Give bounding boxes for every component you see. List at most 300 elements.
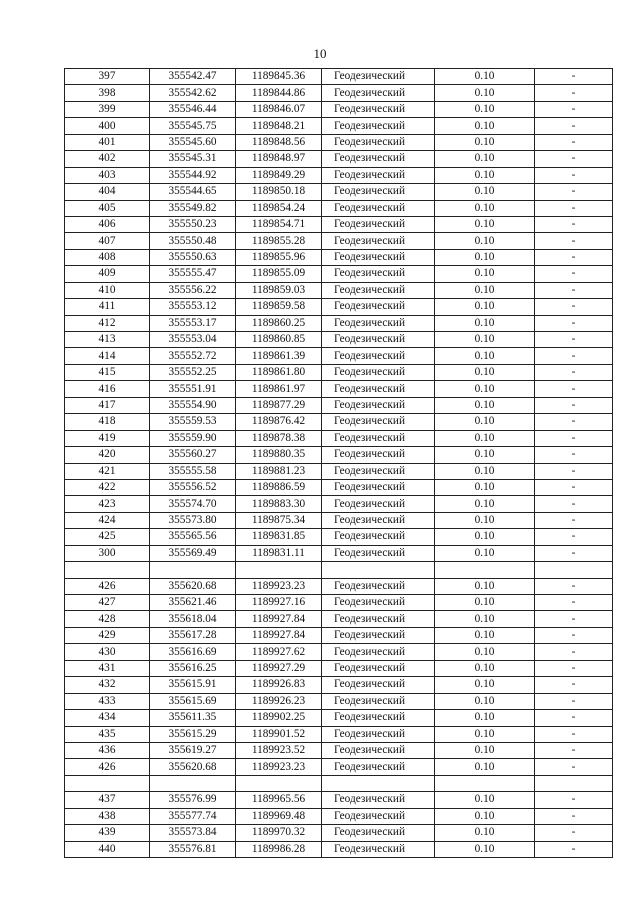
precision-cell: 0.10 — [435, 529, 535, 545]
table-row — [65, 249, 613, 265]
description-cell: - — [535, 282, 613, 298]
y-coordinate-cell: 1189831.11 — [236, 545, 322, 561]
description-cell: - — [535, 447, 613, 463]
precision-cell: 0.10 — [435, 447, 535, 463]
point-number-cell: 417 — [65, 397, 150, 413]
x-coordinate-cell: 355569.49 — [150, 545, 236, 561]
y-coordinate-cell: 1189969.48 — [236, 808, 322, 824]
precision-cell: 0.10 — [435, 315, 535, 331]
x-coordinate-cell: 355573.84 — [150, 825, 236, 841]
method-cell: Геодезический — [322, 726, 435, 742]
point-number-cell: 436 — [65, 742, 150, 758]
description-cell: - — [535, 85, 613, 101]
point-number-cell: 422 — [65, 479, 150, 495]
precision-cell: 0.10 — [435, 200, 535, 216]
x-coordinate-cell: 355576.99 — [150, 792, 236, 808]
method-cell: Геодезический — [322, 496, 435, 512]
x-coordinate-cell: 355551.91 — [150, 381, 236, 397]
point-number-cell: 430 — [65, 644, 150, 660]
method-cell: Геодезический — [322, 200, 435, 216]
point-number-cell: 432 — [65, 677, 150, 693]
y-coordinate-cell: 1189883.30 — [236, 496, 322, 512]
method-cell: Геодезический — [322, 134, 435, 150]
method-cell: Геодезический — [322, 348, 435, 364]
method-cell: Геодезический — [322, 792, 435, 808]
empty-cell — [322, 562, 435, 578]
method-cell: Геодезический — [322, 266, 435, 282]
y-coordinate-cell: 1189970.32 — [236, 825, 322, 841]
x-coordinate-cell: 355555.47 — [150, 266, 236, 282]
precision-cell: 0.10 — [435, 792, 535, 808]
description-cell: - — [535, 710, 613, 726]
x-coordinate-cell: 355620.68 — [150, 578, 236, 594]
empty-cell — [435, 775, 535, 791]
y-coordinate-cell: 1189926.23 — [236, 693, 322, 709]
precision-cell: 0.10 — [435, 364, 535, 380]
precision-cell: 0.10 — [435, 266, 535, 282]
table-row — [65, 792, 613, 808]
y-coordinate-cell: 1189927.62 — [236, 644, 322, 660]
table-row — [65, 101, 613, 117]
coordinates-table-body — [65, 69, 613, 858]
x-coordinate-cell: 355545.75 — [150, 118, 236, 134]
precision-cell: 0.10 — [435, 151, 535, 167]
table-row — [65, 118, 613, 134]
precision-cell: 0.10 — [435, 118, 535, 134]
precision-cell: 0.10 — [435, 69, 535, 85]
description-cell: - — [535, 512, 613, 528]
empty-cell — [236, 775, 322, 791]
y-coordinate-cell: 1189849.29 — [236, 167, 322, 183]
point-number-cell: 403 — [65, 167, 150, 183]
description-cell: - — [535, 808, 613, 824]
table-row — [65, 430, 613, 446]
point-number-cell: 425 — [65, 529, 150, 545]
y-coordinate-cell: 1189927.84 — [236, 611, 322, 627]
method-cell: Геодезический — [322, 512, 435, 528]
y-coordinate-cell: 1189923.23 — [236, 578, 322, 594]
x-coordinate-cell: 355556.52 — [150, 479, 236, 495]
table-row — [65, 644, 613, 660]
point-number-cell: 420 — [65, 447, 150, 463]
table-row — [65, 364, 613, 380]
y-coordinate-cell: 1189855.96 — [236, 249, 322, 265]
table-row — [65, 496, 613, 512]
precision-cell: 0.10 — [435, 134, 535, 150]
method-cell: Геодезический — [322, 249, 435, 265]
x-coordinate-cell: 355615.29 — [150, 726, 236, 742]
point-number-cell: 427 — [65, 595, 150, 611]
empty-cell — [435, 562, 535, 578]
point-number-cell: 405 — [65, 200, 150, 216]
precision-cell: 0.10 — [435, 578, 535, 594]
x-coordinate-cell: 355617.28 — [150, 627, 236, 643]
description-cell: - — [535, 595, 613, 611]
y-coordinate-cell: 1189845.36 — [236, 69, 322, 85]
method-cell: Геодезический — [322, 397, 435, 413]
point-number-cell: 412 — [65, 315, 150, 331]
table-row — [65, 825, 613, 841]
method-cell: Геодезический — [322, 479, 435, 495]
table-row — [65, 742, 613, 758]
point-number-cell: 426 — [65, 578, 150, 594]
precision-cell: 0.10 — [435, 726, 535, 742]
description-cell: - — [535, 381, 613, 397]
method-cell: Геодезический — [322, 447, 435, 463]
y-coordinate-cell: 1189848.21 — [236, 118, 322, 134]
point-number-cell: 397 — [65, 69, 150, 85]
table-row — [65, 348, 613, 364]
description-cell: - — [535, 299, 613, 315]
table-row — [65, 759, 613, 775]
method-cell: Геодезический — [322, 184, 435, 200]
y-coordinate-cell: 1189877.29 — [236, 397, 322, 413]
description-cell: - — [535, 463, 613, 479]
method-cell: Геодезический — [322, 644, 435, 660]
precision-cell: 0.10 — [435, 742, 535, 758]
description-cell: - — [535, 627, 613, 643]
y-coordinate-cell: 1189926.83 — [236, 677, 322, 693]
precision-cell: 0.10 — [435, 299, 535, 315]
precision-cell: 0.10 — [435, 595, 535, 611]
x-coordinate-cell: 355620.68 — [150, 759, 236, 775]
description-cell: - — [535, 397, 613, 413]
point-number-cell: 413 — [65, 332, 150, 348]
description-cell: - — [535, 266, 613, 282]
table-row — [65, 726, 613, 742]
method-cell: Геодезический — [322, 578, 435, 594]
empty-cell — [65, 562, 150, 578]
y-coordinate-cell: 1189880.35 — [236, 447, 322, 463]
group-separator-row — [65, 562, 613, 578]
page-number: 10 — [313, 46, 327, 61]
method-cell: Геодезический — [322, 381, 435, 397]
x-coordinate-cell: 355577.74 — [150, 808, 236, 824]
description-cell: - — [535, 200, 613, 216]
y-coordinate-cell: 1189844.86 — [236, 85, 322, 101]
y-coordinate-cell: 1189861.39 — [236, 348, 322, 364]
x-coordinate-cell: 355559.53 — [150, 414, 236, 430]
y-coordinate-cell: 1189927.16 — [236, 595, 322, 611]
method-cell: Геодезический — [322, 841, 435, 857]
method-cell: Геодезический — [322, 545, 435, 561]
table-row — [65, 85, 613, 101]
point-number-cell: 408 — [65, 249, 150, 265]
precision-cell: 0.10 — [435, 216, 535, 232]
point-number-cell: 400 — [65, 118, 150, 134]
table-row — [65, 184, 613, 200]
precision-cell: 0.10 — [435, 332, 535, 348]
description-cell: - — [535, 134, 613, 150]
table-row — [65, 167, 613, 183]
description-cell: - — [535, 677, 613, 693]
coordinates-table — [64, 68, 613, 858]
method-cell: Геодезический — [322, 282, 435, 298]
table-row — [65, 693, 613, 709]
point-number-cell: 406 — [65, 216, 150, 232]
x-coordinate-cell: 355616.25 — [150, 660, 236, 676]
table-row — [65, 151, 613, 167]
x-coordinate-cell: 355550.63 — [150, 249, 236, 265]
x-coordinate-cell: 355544.92 — [150, 167, 236, 183]
point-number-cell: 415 — [65, 364, 150, 380]
method-cell: Геодезический — [322, 529, 435, 545]
x-coordinate-cell: 355544.65 — [150, 184, 236, 200]
precision-cell: 0.10 — [435, 545, 535, 561]
point-number-cell: 431 — [65, 660, 150, 676]
precision-cell: 0.10 — [435, 233, 535, 249]
table-row — [65, 595, 613, 611]
precision-cell: 0.10 — [435, 693, 535, 709]
y-coordinate-cell: 1189846.07 — [236, 101, 322, 117]
table-row — [65, 479, 613, 495]
x-coordinate-cell: 355554.90 — [150, 397, 236, 413]
description-cell: - — [535, 249, 613, 265]
y-coordinate-cell: 1189854.24 — [236, 200, 322, 216]
method-cell: Геодезический — [322, 430, 435, 446]
method-cell: Геодезический — [322, 463, 435, 479]
table-row — [65, 841, 613, 857]
y-coordinate-cell: 1189902.25 — [236, 710, 322, 726]
precision-cell: 0.10 — [435, 759, 535, 775]
description-cell: - — [535, 69, 613, 85]
x-coordinate-cell: 355560.27 — [150, 447, 236, 463]
point-number-cell: 398 — [65, 85, 150, 101]
y-coordinate-cell: 1189860.25 — [236, 315, 322, 331]
table-row — [65, 660, 613, 676]
description-cell: - — [535, 496, 613, 512]
method-cell: Геодезический — [322, 595, 435, 611]
precision-cell: 0.10 — [435, 282, 535, 298]
point-number-cell: 434 — [65, 710, 150, 726]
precision-cell: 0.10 — [435, 479, 535, 495]
precision-cell: 0.10 — [435, 414, 535, 430]
description-cell: - — [535, 184, 613, 200]
table-row — [65, 512, 613, 528]
description-cell: - — [535, 644, 613, 660]
point-number-cell: 424 — [65, 512, 150, 528]
y-coordinate-cell: 1189854.71 — [236, 216, 322, 232]
description-cell: - — [535, 348, 613, 364]
method-cell: Геодезический — [322, 167, 435, 183]
method-cell: Геодезический — [322, 151, 435, 167]
x-coordinate-cell: 355542.62 — [150, 85, 236, 101]
description-cell: - — [535, 759, 613, 775]
point-number-cell: 414 — [65, 348, 150, 364]
point-number-cell: 433 — [65, 693, 150, 709]
empty-cell — [535, 775, 613, 791]
method-cell: Геодезический — [322, 118, 435, 134]
precision-cell: 0.10 — [435, 512, 535, 528]
y-coordinate-cell: 1189848.56 — [236, 134, 322, 150]
description-cell: - — [535, 479, 613, 495]
y-coordinate-cell: 1189855.09 — [236, 266, 322, 282]
method-cell: Геодезический — [322, 85, 435, 101]
description-cell: - — [535, 167, 613, 183]
method-cell: Геодезический — [322, 69, 435, 85]
table-row — [65, 611, 613, 627]
x-coordinate-cell: 355552.25 — [150, 364, 236, 380]
description-cell: - — [535, 315, 613, 331]
method-cell: Геодезический — [322, 627, 435, 643]
empty-cell — [535, 562, 613, 578]
y-coordinate-cell: 1189927.84 — [236, 627, 322, 643]
precision-cell: 0.10 — [435, 710, 535, 726]
method-cell: Геодезический — [322, 660, 435, 676]
table-row — [65, 808, 613, 824]
description-cell: - — [535, 545, 613, 561]
precision-cell: 0.10 — [435, 397, 535, 413]
description-cell: - — [535, 364, 613, 380]
group-separator-row — [65, 775, 613, 791]
point-number-cell: 421 — [65, 463, 150, 479]
point-number-cell: 402 — [65, 151, 150, 167]
x-coordinate-cell: 355553.17 — [150, 315, 236, 331]
x-coordinate-cell: 355546.44 — [150, 101, 236, 117]
precision-cell: 0.10 — [435, 85, 535, 101]
y-coordinate-cell: 1189848.97 — [236, 151, 322, 167]
description-cell: - — [535, 611, 613, 627]
precision-cell: 0.10 — [435, 841, 535, 857]
method-cell: Геодезический — [322, 759, 435, 775]
x-coordinate-cell: 355565.56 — [150, 529, 236, 545]
description-cell: - — [535, 693, 613, 709]
precision-cell: 0.10 — [435, 627, 535, 643]
y-coordinate-cell: 1189881.23 — [236, 463, 322, 479]
x-coordinate-cell: 355618.04 — [150, 611, 236, 627]
y-coordinate-cell: 1189986.28 — [236, 841, 322, 857]
point-number-cell: 300 — [65, 545, 150, 561]
point-number-cell: 435 — [65, 726, 150, 742]
table-row — [65, 315, 613, 331]
table-row — [65, 69, 613, 85]
x-coordinate-cell: 355621.46 — [150, 595, 236, 611]
method-cell: Геодезический — [322, 825, 435, 841]
point-number-cell: 407 — [65, 233, 150, 249]
point-number-cell: 419 — [65, 430, 150, 446]
point-number-cell: 404 — [65, 184, 150, 200]
x-coordinate-cell: 355553.12 — [150, 299, 236, 315]
table-row — [65, 677, 613, 693]
table-row — [65, 299, 613, 315]
x-coordinate-cell: 355616.69 — [150, 644, 236, 660]
precision-cell: 0.10 — [435, 348, 535, 364]
point-number-cell: 418 — [65, 414, 150, 430]
y-coordinate-cell: 1189965.56 — [236, 792, 322, 808]
precision-cell: 0.10 — [435, 167, 535, 183]
x-coordinate-cell: 355545.31 — [150, 151, 236, 167]
table-row — [65, 414, 613, 430]
x-coordinate-cell: 355573.80 — [150, 512, 236, 528]
method-cell: Геодезический — [322, 216, 435, 232]
point-number-cell: 411 — [65, 299, 150, 315]
empty-cell — [150, 775, 236, 791]
description-cell: - — [535, 825, 613, 841]
method-cell: Геодезический — [322, 315, 435, 331]
x-coordinate-cell: 355615.91 — [150, 677, 236, 693]
y-coordinate-cell: 1189901.52 — [236, 726, 322, 742]
y-coordinate-cell: 1189860.85 — [236, 332, 322, 348]
x-coordinate-cell: 355556.22 — [150, 282, 236, 298]
method-cell: Геодезический — [322, 299, 435, 315]
y-coordinate-cell: 1189923.52 — [236, 742, 322, 758]
description-cell: - — [535, 151, 613, 167]
table-row — [65, 282, 613, 298]
point-number-cell: 440 — [65, 841, 150, 857]
precision-cell: 0.10 — [435, 644, 535, 660]
y-coordinate-cell: 1189886.59 — [236, 479, 322, 495]
table-row — [65, 134, 613, 150]
precision-cell: 0.10 — [435, 184, 535, 200]
method-cell: Геодезический — [322, 414, 435, 430]
precision-cell: 0.10 — [435, 660, 535, 676]
description-cell: - — [535, 430, 613, 446]
precision-cell: 0.10 — [435, 825, 535, 841]
method-cell: Геодезический — [322, 332, 435, 348]
empty-cell — [65, 775, 150, 791]
x-coordinate-cell: 355615.69 — [150, 693, 236, 709]
x-coordinate-cell: 355552.72 — [150, 348, 236, 364]
description-cell: - — [535, 101, 613, 117]
y-coordinate-cell: 1189927.29 — [236, 660, 322, 676]
precision-cell: 0.10 — [435, 101, 535, 117]
point-number-cell: 438 — [65, 808, 150, 824]
point-number-cell: 410 — [65, 282, 150, 298]
description-cell: - — [535, 742, 613, 758]
x-coordinate-cell: 355576.81 — [150, 841, 236, 857]
description-cell: - — [535, 792, 613, 808]
precision-cell: 0.10 — [435, 677, 535, 693]
method-cell: Геодезический — [322, 693, 435, 709]
table-row — [65, 233, 613, 249]
point-number-cell: 423 — [65, 496, 150, 512]
point-number-cell: 429 — [65, 627, 150, 643]
point-number-cell: 426 — [65, 759, 150, 775]
point-number-cell: 428 — [65, 611, 150, 627]
precision-cell: 0.10 — [435, 381, 535, 397]
x-coordinate-cell: 355550.48 — [150, 233, 236, 249]
y-coordinate-cell: 1189861.80 — [236, 364, 322, 380]
description-cell: - — [535, 332, 613, 348]
description-cell: - — [535, 414, 613, 430]
method-cell: Геодезический — [322, 611, 435, 627]
point-number-cell: 409 — [65, 266, 150, 282]
table-row — [65, 381, 613, 397]
table-row — [65, 332, 613, 348]
y-coordinate-cell: 1189923.23 — [236, 759, 322, 775]
description-cell: - — [535, 841, 613, 857]
y-coordinate-cell: 1189831.85 — [236, 529, 322, 545]
method-cell: Геодезический — [322, 742, 435, 758]
description-cell: - — [535, 529, 613, 545]
x-coordinate-cell: 355559.90 — [150, 430, 236, 446]
x-coordinate-cell: 355549.82 — [150, 200, 236, 216]
x-coordinate-cell: 355555.58 — [150, 463, 236, 479]
point-number-cell: 401 — [65, 134, 150, 150]
precision-cell: 0.10 — [435, 611, 535, 627]
method-cell: Геодезический — [322, 710, 435, 726]
y-coordinate-cell: 1189878.38 — [236, 430, 322, 446]
x-coordinate-cell: 355550.23 — [150, 216, 236, 232]
y-coordinate-cell: 1189859.03 — [236, 282, 322, 298]
table-row — [65, 529, 613, 545]
precision-cell: 0.10 — [435, 249, 535, 265]
point-number-cell: 439 — [65, 825, 150, 841]
y-coordinate-cell: 1189850.18 — [236, 184, 322, 200]
description-cell: - — [535, 578, 613, 594]
precision-cell: 0.10 — [435, 808, 535, 824]
method-cell: Геодезический — [322, 233, 435, 249]
